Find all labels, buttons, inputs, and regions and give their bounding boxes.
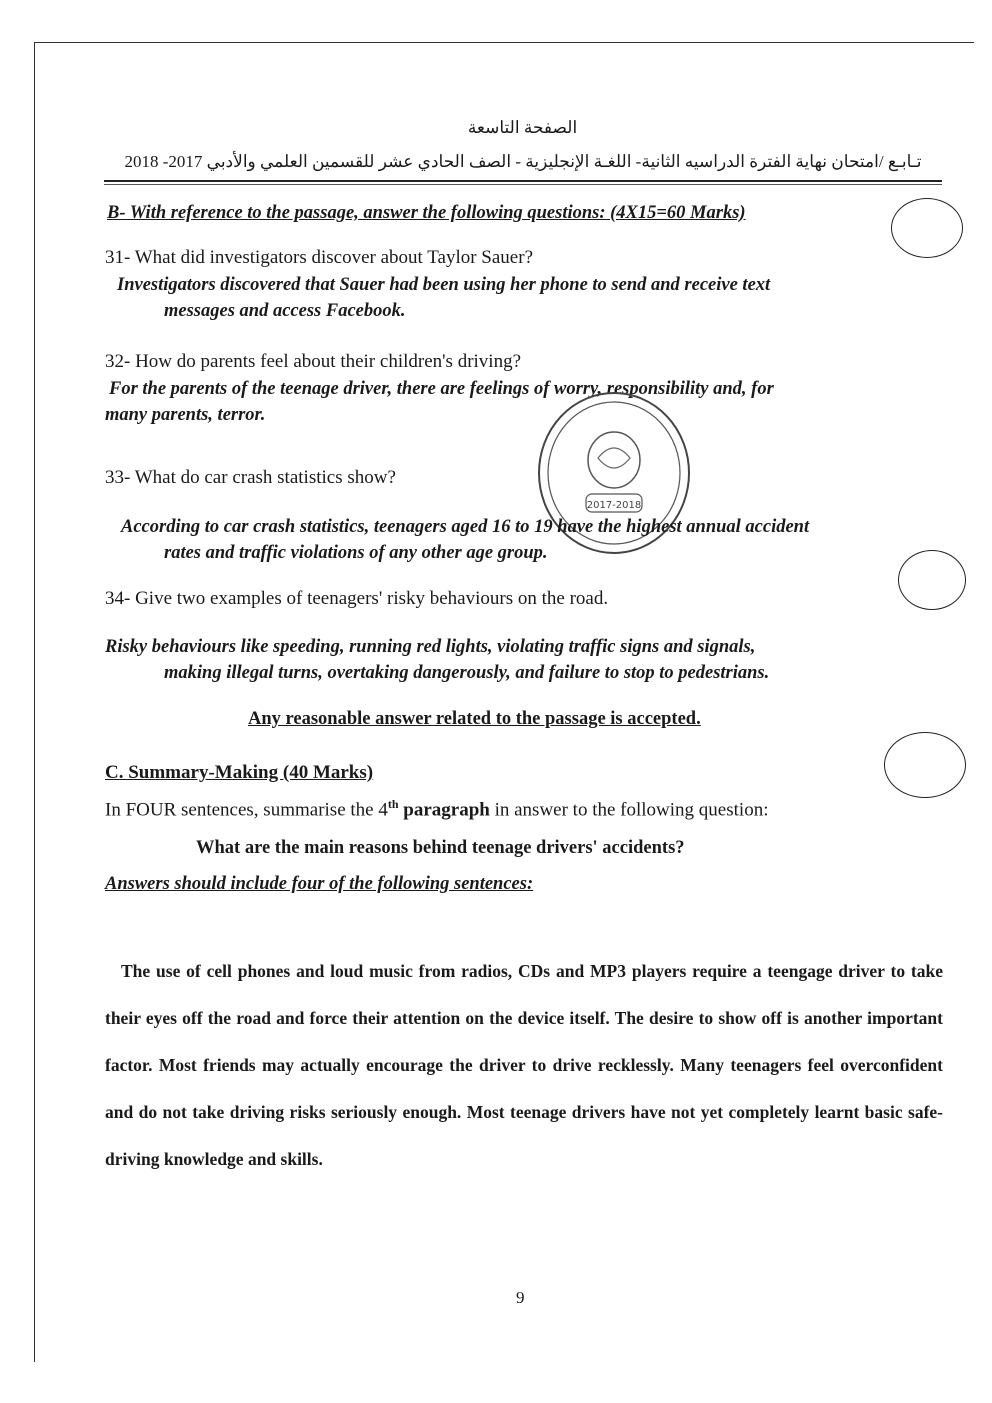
score-circle	[884, 732, 966, 798]
answer-32-line1: For the parents of the teenage driver, there are feelings of worry, responsibility and, for	[109, 379, 774, 399]
page-label: الصفحة التاسعة	[467, 118, 578, 137]
header-rule-thin	[104, 184, 942, 185]
question-33: 33- What do car crash statistics show?	[105, 467, 396, 488]
question-31: 31- What did investigators discover about Taylor Sauer?	[105, 247, 534, 268]
acceptance-note: Any reasonable answer related to the passage is accepted.	[248, 709, 701, 729]
instruction-superscript: th	[387, 797, 399, 811]
page-number: 9	[516, 1288, 525, 1307]
answer-32-line2: many parents, terror.	[105, 405, 266, 425]
stamp-year: 2017-2018	[586, 500, 642, 511]
answers-heading: Answers should include four of the following sentences:	[105, 874, 534, 894]
answer-31-line2: messages and access Facebook.	[164, 301, 406, 321]
answer-34-line1: Risky behaviours like speeding, running red lights, violating traffic signs and signals,	[105, 637, 756, 657]
answer-33-line1: According to car crash statistics, teenagers aged 16 to 19 have the highest annual accident	[121, 517, 810, 537]
answer-31-line1: Investigators discovered that Sauer had been using her phone to send and receive text	[117, 275, 771, 295]
model-summary: The use of cell phones and loud music from radios, CDs and MP3 players require a teengage driver to take their eyes off the road and force their attention on the device itself. The desire to show off is another important factor. Most friends may actually encourage the driver to drive recklessly. Many teenagers feel overconfident and do not take driving risks seriously enough. Most teenage drivers have not yet completely learnt basic safe-driving knowledge and skills.	[105, 961, 943, 1169]
exam-header: تـابـع /امتحان نهاية الفترة الدراسيه الثانية- اللغـة الإنجليزية - الصف الحادي عشر للقسمين العلمي والأدبي 2017- 2018	[124, 152, 922, 171]
summary-question: What are the main reasons behind teenage drivers' accidents?	[196, 838, 685, 858]
score-circle	[891, 198, 963, 258]
section-b-heading: B- With reference to the passage, answer the following questions: (4X15=60 Marks)	[107, 203, 746, 223]
section-c-heading: C. Summary-Making (40 Marks)	[105, 762, 374, 783]
question-32: 32- How do parents feel about their children's driving?	[105, 351, 522, 372]
header-rule	[104, 180, 942, 182]
instruction-text-end: in answer to the following question:	[489, 799, 769, 821]
stamp-emblem	[588, 432, 640, 488]
instruction-text: In FOUR sentences, summarise the 4	[105, 799, 388, 821]
answer-33-line2: rates and traffic violations of any other age group.	[164, 543, 548, 563]
instruction-bold: paragraph	[398, 799, 490, 821]
page-border-left	[34, 42, 35, 1362]
score-circle	[898, 550, 966, 610]
summary-instruction	[105, 797, 768, 821]
answer-34-line2: making illegal turns, overtaking dangerously, and failure to stop to pedestrians.	[164, 663, 770, 683]
question-34: 34- Give two examples of teenagers' risky behaviours on the road.	[105, 588, 609, 609]
stamp-emblem-mark	[598, 448, 630, 468]
page-border-top	[34, 42, 974, 43]
